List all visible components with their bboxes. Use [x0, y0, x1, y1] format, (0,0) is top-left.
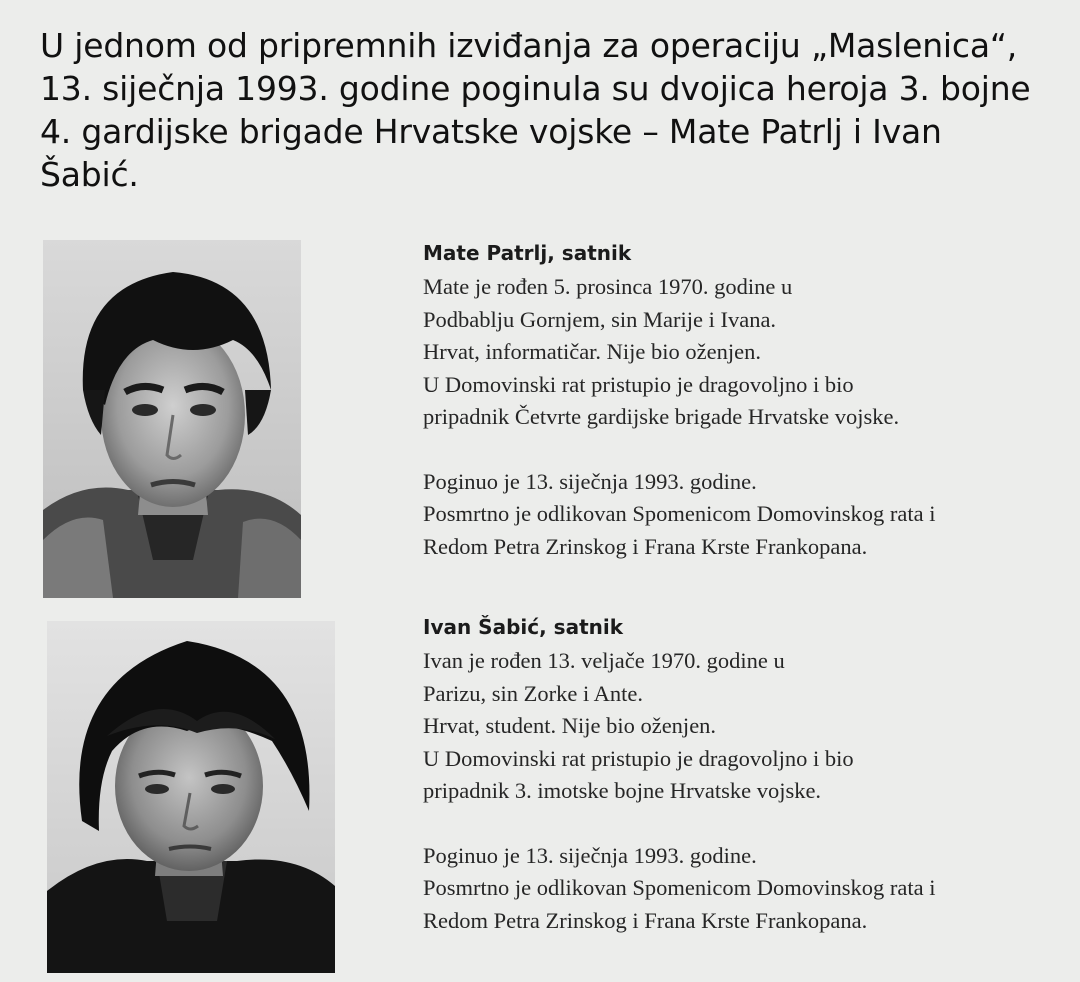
person-name: Ivan Šabić, satnik	[423, 615, 624, 639]
bio-line: Podbablju Gornjem, sin Marije i Ivana.	[423, 306, 777, 332]
bio-line: pripadnik 3. imotske bojne Hrvatske vojske.	[423, 778, 822, 803]
bio-line: Ivan je rođen 13. veljače 1970. godine u	[423, 648, 785, 673]
death-line: Redom Petra Zrinskog i Frana Krste Frankopana.	[423, 533, 868, 559]
death-line: Posmrtno je odlikovan Spomenicom Domovinskog rata i	[423, 501, 936, 526]
person-name: Mate Patrlj, satnik	[423, 241, 632, 265]
headline: U jednom od pripremnih izviđanja za operaciju „Maslenica“, 13. siječnja 1993. godine poginula su dvojica heroja 3. bojne 4. gardijske brigade Hrvatske vojske – Mate Patrlj i Ivan Šabić.	[40, 26, 1031, 194]
bio-line: Parizu, sin Zorke i Ante.	[423, 680, 643, 706]
portrait-photo-mate-patrlj	[43, 240, 301, 598]
death-line: Posmrtno je odlikovan Spomenicom Domovinskog rata i	[423, 875, 936, 900]
portrait-photo-ivan-sabic	[47, 621, 335, 973]
bio-section-mate-patrlj	[423, 238, 1063, 563]
bio-line: Hrvat, informatičar. Nije bio oženjen.	[423, 339, 762, 364]
bio-line: pripadnik Četvrte gardijske brigade Hrvatske vojske.	[423, 404, 900, 429]
paragraph-gap	[423, 808, 1063, 840]
bio-line: U Domovinski rat pristupio je dragovoljno i bio	[423, 371, 854, 397]
bio-section-ivan-sabic	[423, 612, 1063, 937]
paragraph-gap	[423, 434, 1063, 466]
bio-line: Hrvat, student. Nije bio oženjen.	[423, 713, 717, 738]
death-line: Redom Petra Zrinskog i Frana Krste Frankopana.	[423, 907, 868, 933]
bio-line: U Domovinski rat pristupio je dragovoljno i bio	[423, 745, 854, 771]
death-line: Poginuo je 13. siječnja 1993. godine.	[423, 468, 757, 494]
bio-line: Mate je rođen 5. prosinca 1970. godine u	[423, 274, 793, 299]
death-line: Poginuo je 13. siječnja 1993. godine.	[423, 842, 757, 868]
